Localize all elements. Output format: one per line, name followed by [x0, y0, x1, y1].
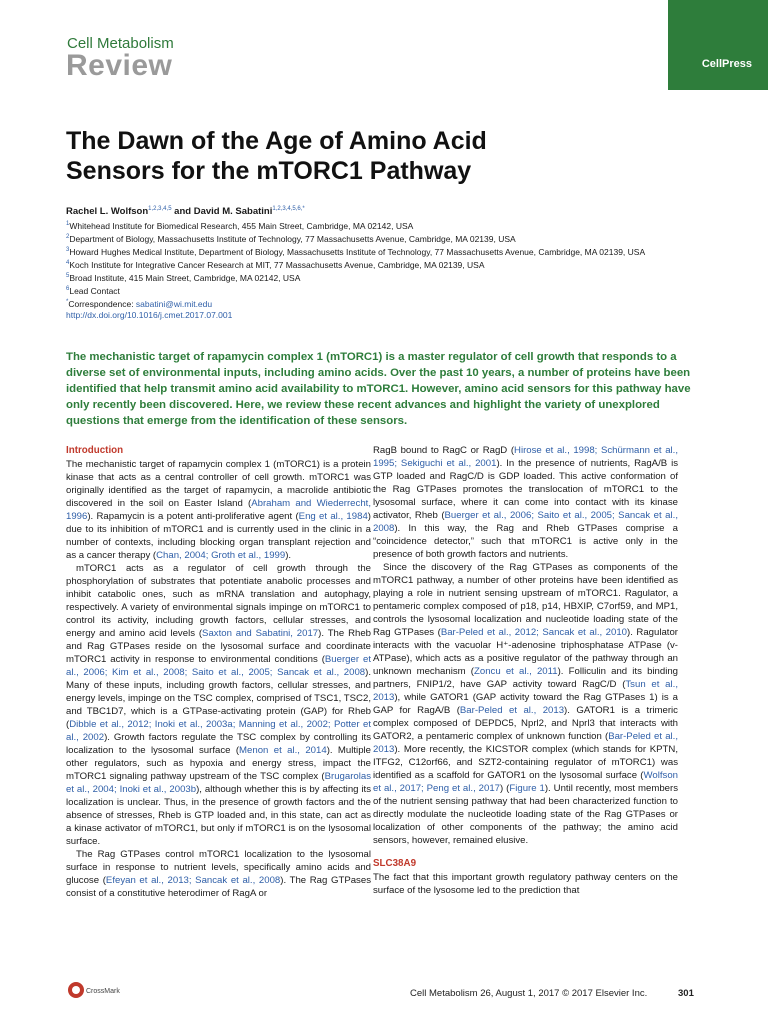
affil-sup: 6 — [66, 286, 70, 293]
affil-text: Broad Institute, 415 Main Street, Cambridge, MA 02142, USA — [69, 272, 301, 283]
citation-link[interactable]: Brugarolas et al., 2004; Inoki et al., 2003b — [66, 771, 371, 795]
author-2: David M. Sabatini — [193, 206, 273, 218]
citation-link[interactable]: Menon et al., 2014 — [239, 745, 327, 756]
affil-sup: * — [66, 299, 69, 306]
citation-link[interactable]: Efeyan et al., 2013; Sancak et al., 2008 — [105, 875, 281, 886]
text-run: RagB bound to RagC or RagD ( — [373, 445, 515, 456]
article-title: The Dawn of the Age of Amino Acid Sensors for the mTORC1 Pathway — [66, 127, 487, 185]
affil-text: Department of Biology, Massachusetts Institute of Technology, 77 Massachusetts Avenue, Cambridge, MA 02139, USA — [69, 233, 516, 244]
affil-text: Lead Contact — [69, 285, 120, 296]
paragraph: The fact that this important growth regulatory pathway centers on the surface of the lysosome led to the prediction that — [373, 872, 678, 896]
citation-link[interactable]: Abraham and Wiederrecht, 1996 — [66, 498, 371, 522]
left-column — [66, 444, 371, 900]
affiliation-4 — [66, 258, 706, 271]
citation-link[interactable]: Zoncu et al., 2011 — [474, 666, 558, 677]
text-run: Since the discovery of the Rag GTPases as components of the mTORC1 pathway, a number of other proteins have been identified as playing a role in nutrient sensing upstream of mTORC1. Ragulator, a pentameric complex composed of p18, p14, HBXIP, C7orf59, and MP1, controls the lysosomal localization and nucleotide loading state of the Rag GTPases ( — [373, 562, 678, 638]
affil-text: Howard Hughes Medical Institute, Department of Biology, Massachusetts Institute of Technology, 77 Massachusetts Avenue, Cambridge, MA 02139, USA — [69, 246, 646, 257]
crossmark-label: CrossMark — [86, 988, 120, 995]
text-run: ). Multiple other regulators, such as hypoxia and energy stress, impact the mTORC1 signaling pathway upstream of the TSC complex ( — [66, 745, 371, 782]
citation-link[interactable]: Hirose et al., 1998; Schürmann et al., 1995; Sekiguchi et al., 2001 — [373, 445, 678, 469]
paragraph — [66, 848, 371, 900]
section-heading-introduction: Introduction — [66, 445, 124, 456]
paragraph — [373, 561, 678, 847]
affil-text: Koch Institute for Integrative Cancer Research at MIT, 77 Massachusetts Avenue, Cambridge, MA 02139, USA — [69, 259, 485, 270]
crossmark-icon[interactable] — [66, 980, 120, 1000]
citation-link[interactable]: Tsun et al., 2013 — [373, 679, 678, 703]
citation-link[interactable]: Eng et al., 1984 — [298, 511, 368, 522]
text-run: ). Growth factors regulate the TSC complex by controlling its localization to the lysosomal surface ( — [66, 732, 372, 756]
affil-sup: 1 — [66, 221, 70, 227]
affil-sup: 3 — [66, 247, 70, 254]
page-number: 301 — [678, 988, 694, 999]
citation-link[interactable]: Wolfson et al., 2017; Peng et al., 2017 — [373, 770, 678, 794]
citation-link[interactable]: Buerger et al., 2006; Kim et al., 2008; Saito et al., 2005; Sancak et al., 2008 — [66, 654, 371, 678]
abstract: The mechanistic target of rapamycin complex 1 (mTORC1) is a master regulator of cell growth that responds to a diverse set of environmental inputs, including amino acids. Over the past 10 years, a number of proteins have been identified that help transmit amino acid availability to mTORC1. However, amino acid sensors for this pathway have only recently been discovered. Here, we review these recent advances and highlight the variety of unexplored questions that emerge from the identification of these sensors. — [66, 351, 691, 427]
journal-name: Cell Metabolism — [67, 35, 174, 52]
paragraph — [66, 562, 371, 848]
text-run: mTORC1 acts as a regulator of cell growth through the phosphorylation of substrates that potentiate anabolic processes and inhibit catabolic ones, such as mRNA translation and autophagy, respectively. A variety of environmental signals impinge on mTORC1 to control its activity, including growth factors, cellular stresses, and energy and amino acid levels ( — [66, 563, 371, 639]
citation-link[interactable]: Bar-Peled et al., 2012; Sancak et al., 2010 — [440, 627, 628, 638]
text-run: ). Ragulator interacts with the vacuolar H⁺-adenosine triphosphatase ATPase (v-ATPase), which acts as a positive regulator of the pathway through an unknown mechanism ( — [373, 627, 678, 677]
text-run: ). The Rheb and Rag GTPases reside on the lysosomal surface and coordinate mTORC1 activity in response to environmental conditions ( — [66, 628, 372, 665]
affil-text: Correspondence: — [68, 299, 136, 310]
right-column — [373, 444, 678, 897]
author-conjunction: and — [171, 206, 194, 218]
affil-text: Whitehead Institute for Biomedical Research, 455 Main Street, Cambridge, MA 02142, USA — [69, 220, 414, 231]
text-run: ). In this way, the Rag and Rheb GTPases comprise a “coincidence detector,” such that mTORC1 is active only in the presence of both growth factors and nutrients. — [373, 523, 678, 560]
author-1-affil: 1,2,3,4,5 — [148, 206, 172, 212]
text-run: ). Many of these inputs, including growth factors, cellular stresses, and energy levels, impinge on the TSC complex, comprised of TSC1, TSC2, and TBC1D7, which is a GTPase-activating protein (GAP) for Rheb ( — [66, 667, 371, 730]
paragraph — [66, 458, 371, 562]
text-run: ). Rapamycin is a potent anti-proliferative agent ( — [87, 511, 299, 522]
doi-link[interactable]: http://dx.doi.org/10.1016/j.cmet.2017.07.001 — [66, 310, 233, 321]
affiliation-2 — [66, 232, 706, 245]
section-heading-slc38a9: SLC38A9 — [373, 858, 417, 869]
publisher-badge — [668, 0, 768, 90]
text-run: The Rag GTPases control mTORC1 localization to the lysosomal surface in response to nutrient levels, specifically amino acids and glucose ( — [66, 849, 371, 886]
text-run: ), although whether this is by affecting its localization is unclear. Thus, in the presence of growth factors and the absence of stresses, Rheb is GTP loaded and, in this state, can act as a kinase activator of mTORC1, but only if mTORC1 is on the lysosomal surface. — [66, 784, 371, 847]
affiliation-1 — [66, 219, 706, 232]
citation-link[interactable]: Bar-Peled et al., 2013 — [373, 731, 678, 755]
citation-link[interactable]: Dibble et al., 2012; Inoki et al., 2003a; Manning et al., 2002; Potter et al., 2002 — [66, 719, 371, 743]
author-line — [66, 206, 305, 217]
affiliation-3 — [66, 245, 706, 258]
author-2-affil: 1,2,3,4,5,6,* — [272, 206, 305, 212]
paragraph — [373, 444, 678, 561]
publisher-logo-text: CellPress — [701, 58, 752, 70]
citation-link[interactable]: Buerger et al., 2006; Saito et al., 2005; Sancak et al., 2008 — [373, 510, 678, 534]
text-run: ). The Rag GTPases consist of a constitutive heterodimer of RagA or — [66, 875, 371, 899]
footer-citation: Cell Metabolism 26, August 1, 2017 © 2017 Elsevier Inc. — [410, 988, 648, 999]
text-run: ). — [285, 550, 292, 561]
citation-link[interactable]: Bar-Peled et al., 2013 — [459, 705, 565, 716]
text-run: ). Until recently, most members of the nutrient sensing pathway that had been characterized function to directly modulate the nucleotide loading state of the Rag GTPases or localization of other components of the pathway; the amino acid sensors, however, remained elusive. — [373, 783, 679, 846]
author-1: Rachel L. Wolfson — [66, 206, 149, 218]
article-type: Review — [66, 49, 173, 82]
text-run: The mechanistic target of rapamycin complex 1 (mTORC1) is a protein kinase that acts as a central controller of cell growth. mTORC1 was originally identified as the target of rapamycin, a macrolide antibiotic discovered in the soil on Easter Island ( — [66, 459, 371, 509]
citation-link[interactable]: Chan, 2004; Groth et al., 1999 — [156, 550, 286, 561]
affiliation-5 — [66, 271, 706, 284]
correspondence — [66, 297, 706, 310]
text-run: ). GATOR1 is a trimeric complex composed of DEPDC5, Nprl2, and Nprl3 that interacts with GATOR2, a pentameric complex of unknown function ( — [373, 705, 678, 742]
text-run: ), while GATOR1 (GAP activity toward the Rag GTPases 1) is a GAP for RagA/B ( — [373, 692, 678, 716]
text-run: ). In the presence of nutrients, RagA/B is GTP loaded and RagC/D is GDP loaded. This active conformation of the Rag GTPases promotes the translocation of mTORC1 to the lysosomal surface, where it can come into contact with its kinase activator, Rheb ( — [373, 458, 678, 521]
affiliations — [66, 219, 706, 321]
text-run: ) due to its inhibition of mTORC1 and is currently used in the clinic in a number of contexts, including blocking organ transplant rejection and as a cancer therapy ( — [66, 511, 371, 561]
affil-sup: 5 — [66, 273, 70, 280]
affil-sup: 2 — [66, 234, 70, 241]
figure-link[interactable]: Figure 1 — [509, 783, 545, 794]
affil-sup: 4 — [66, 260, 70, 267]
citation-link[interactable]: Saxton and Sabatini, 2017 — [202, 628, 319, 639]
text-run: ). More recently, the KICSTOR complex (which stands for KPTN, ITFG2, C12orf66, and SZT2-containing regulator of mTORC1) was identified as a scaffold for GATOR1 on the lysosomal surface ( — [373, 744, 678, 781]
lead-contact — [66, 284, 706, 297]
text-run: ) ( — [500, 783, 510, 794]
text-run: ). Folliculin and its binding partners, FNIP1/2, have GAP activity toward RagC/D ( — [373, 666, 679, 690]
correspondence-email-link[interactable]: sabatini@wi.mit.edu — [135, 299, 213, 310]
